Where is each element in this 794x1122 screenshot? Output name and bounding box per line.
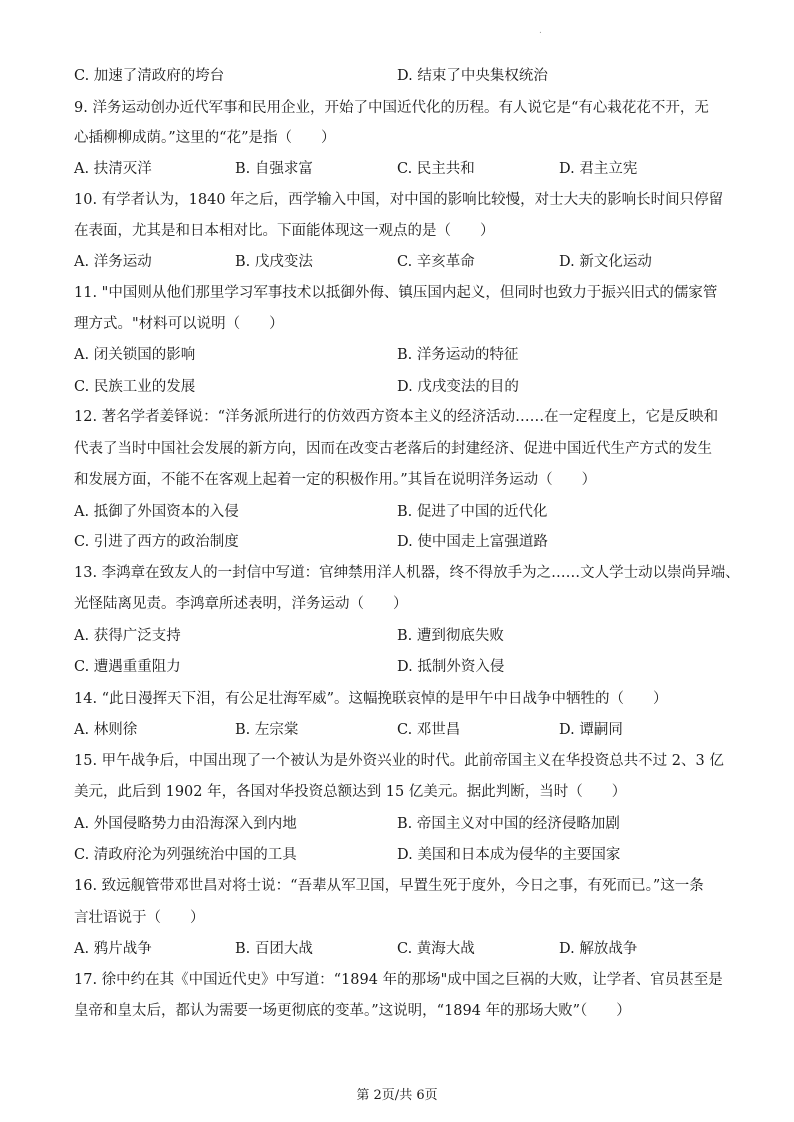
option-c: C. 民主共和 — [397, 161, 475, 177]
question-11-stem-line-1: 11. "中国则从他们那里学习军事技术以抵御外侮、镇压国内起义，但同时也致力于振兴旧式的儒家管 — [74, 285, 718, 301]
question-16-stem-line-2: 言壮语说于（ ） — [74, 910, 205, 926]
question-12-stem-line-1: 12. 著名学者姜铎说：“洋务派所进行的仿效西方资本主义的经济活动……在一定程度上，它是反映和 — [74, 409, 719, 425]
option-a: A. 抵御了外国资本的入侵 — [74, 504, 239, 520]
option-a: A. 洋务运动 — [74, 254, 152, 270]
option-a: A. 扶清灭洋 — [74, 161, 152, 177]
option-d: D. 戊戌变法的目的 — [397, 379, 519, 395]
option-a: A. 闭关锁国的影响 — [74, 347, 196, 363]
option-d: D. 解放战争 — [559, 941, 638, 957]
option-d: D. 君主立宪 — [559, 161, 638, 177]
option-b: B. 百团大战 — [235, 941, 313, 957]
option-c: C. 黄海大战 — [397, 941, 475, 957]
option-c: C. 清政府沦为列强统治中国的工具 — [74, 847, 297, 863]
question-17-stem-line-2: 皇帝和皇太后，都认为需要一场更彻底的变革。”这说明，“1894 年的那场大败”（ ） — [74, 1003, 631, 1019]
option-d: D. 美国和日本成为侵华的主要国家 — [397, 847, 621, 863]
option-c: C. 辛亥革命 — [397, 254, 475, 270]
option-a: A. 鸦片战争 — [74, 941, 152, 957]
option-c: C. 引进了西方的政治制度 — [74, 534, 239, 550]
option-b: B. 自强求富 — [235, 161, 313, 177]
option-c: C. 加速了清政府的垮台 — [74, 68, 225, 84]
corner-mark: . — [539, 26, 542, 36]
option-a: A. 外国侵略势力由沿海深入到内地 — [74, 816, 297, 832]
question-9-stem-line-2: 心插柳柳成荫。”这里的“花”是指（ ） — [74, 130, 336, 146]
question-10-stem-line-1: 10. 有学者认为，1840 年之后，西学输入中国，对中国的影响比较慢，对士大夫的影响长时间只停留 — [74, 192, 724, 208]
question-17-stem-line-1: 17. 徐中约在其《中国近代史》中写道：“1894 年的那场"成中国之巨祸的大败，让学者、官员甚至是 — [74, 972, 723, 988]
page-number-footer: 第 2页/共 6页 — [356, 1088, 438, 1103]
question-13-stem-line-1: 13. 李鸿章在致友人的一封信中写道：官绅禁用洋人机器，终不得放手为之……文人学士动以崇尚异端、 — [74, 565, 740, 581]
question-16-stem-line-1: 16. 致远舰管带邓世昌对将士说：“吾辈从军卫国，早置生死于度外，今日之事，有死而已。”这一条 — [74, 878, 704, 894]
question-13-stem-line-2: 光怪陆离见责。李鸿章所述表明，洋务运动（ ） — [74, 596, 408, 612]
option-c: C. 遭遇重重阻力 — [74, 659, 181, 675]
option-d: D. 结束了中央集权统治 — [397, 68, 548, 84]
option-b: B. 帝国主义对中国的经济侵略加剧 — [397, 816, 620, 832]
option-c: C. 民族工业的发展 — [74, 379, 196, 395]
option-b: B. 左宗棠 — [235, 722, 299, 738]
question-14-stem-line-1: 14. “此日漫挥天下泪，有公足壮海军威”。这幅挽联哀悼的是甲午中日战争中牺牲的（ ） — [74, 691, 668, 707]
option-c: C. 邓世昌 — [397, 722, 461, 738]
option-a: A. 获得广泛支持 — [74, 628, 181, 644]
question-15-stem-line-2: 美元，此后到 1902 年，各国对华投资总额达到 15 亿美元。据此判断，当时（ ） — [74, 784, 627, 800]
option-b: B. 促进了中国的近代化 — [397, 504, 548, 520]
option-b: B. 遭到彻底失败 — [397, 628, 504, 644]
question-12-stem-line-3: 和发展方面，不能不在客观上起着一定的积极作用。”其旨在说明洋务运动（ ） — [74, 472, 597, 488]
question-11-stem-line-2: 理方式。"材料可以说明（ ） — [74, 316, 284, 332]
option-b: B. 洋务运动的特征 — [397, 347, 519, 363]
option-d: D. 使中国走上富强道路 — [397, 534, 548, 550]
option-d: D. 抵制外资入侵 — [397, 659, 505, 675]
question-15-stem-line-1: 15. 甲午战争后，中国出现了一个被认为是外资兴业的时代。此前帝国主义在华投资总共不过 2、3 亿 — [74, 753, 724, 769]
option-b: B. 戊戌变法 — [235, 254, 313, 270]
option-d: D. 新文化运动 — [559, 254, 652, 270]
question-10-stem-line-2: 在表面，尤其是和日本相对比。下面能体现这一观点的是（ ） — [74, 223, 495, 239]
question-12-stem-line-2: 代表了当时中国社会发展的新方向，因而在改变古老落后的封建经济、促进中国近代生产方式的发生 — [74, 441, 712, 457]
option-d: D. 谭嗣同 — [559, 722, 623, 738]
option-a: A. 林则徐 — [74, 722, 138, 738]
question-9-stem-line-1: 9. 洋务运动创办近代军事和民用企业，开始了中国近代化的历程。有人说它是“有心栽花花不开，无 — [74, 100, 709, 116]
